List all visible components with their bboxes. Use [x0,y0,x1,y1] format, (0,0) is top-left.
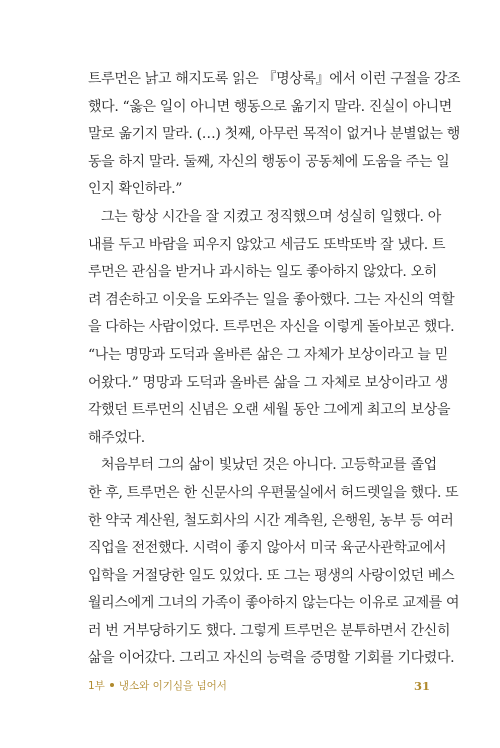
body-line: 직업을 전전했다. 시력이 좋지 않아서 미국 육군사관학교에서 [88,540,447,557]
body-line: 어왔다.” 명망과 도덕과 올바른 삶을 그 자체로 보상이라고 생 [88,374,448,391]
body-line: 한 후, 트루먼은 한 신문사의 우편물실에서 허드렛일을 했다. 또 [88,484,459,501]
part-label: 1부 [88,680,105,692]
body-line: 트루먼은 낡고 해지도록 읽은 『명상록』에서 이런 구절을 강조 [88,71,461,87]
body-line: 루먼은 관심을 받거나 과시하는 일도 좋아하지 않았다. 오히 [88,264,437,281]
body-line: 려 겸손하고 이웃을 도와주는 일을 좋아했다. 그는 자신의 역할 [88,291,455,308]
body-line: “나는 명망과 도덕과 올바른 삶은 그 자체가 보상이라고 늘 믿 [88,346,448,363]
body-line: 입학을 거절당한 일도 있었다. 또 그는 평생의 사랑이었던 베스 [88,567,455,584]
paragraph-first-line: 그는 항상 시간을 잘 지켰고 정직했으며 성실히 일했다. 아 [101,208,441,225]
page-number: 31 [413,679,430,693]
body-line: 한 약국 계산원, 철도회사의 시간 계측원, 은행원, 농부 등 여러 [88,512,454,529]
body-line: 동을 하지 말라. 둘째, 자신의 행동이 공동체에 도움을 주는 일 [88,153,450,170]
body-line: 월리스에게 그녀의 가족이 좋아하지 않는다는 이유로 교제를 여 [88,595,460,612]
bullet-separator-icon [110,683,114,687]
body-line: 해주었다. [88,429,145,446]
body-line: 삶을 이어갔다. 그리고 자신의 능력을 증명할 기회를 기다렸다. [88,650,455,667]
body-line: 각했던 트루먼의 신념은 오랜 세월 동안 그에게 최고의 보상을 [88,402,451,419]
body-line: 러 번 거부당하기도 했다. 그렇게 트루먼은 분투하면서 간신히 [88,622,451,639]
page-body-text [88,66,461,673]
body-line: 내를 두고 바람을 피우지 않았고 세금도 또박또박 잘 냈다. 트 [88,236,446,253]
section-title: 냉소와 이기심을 넘어서 [118,680,227,692]
page-footer [88,677,430,695]
paragraph-first-line: 처음부터 그의 삶이 빛났던 것은 아니다. 고등학교를 졸업 [101,457,437,474]
body-line: 했다. “옳은 일이 아니면 행동으로 옮기지 말라. 진실이 아니면 [88,98,452,115]
body-line: 말로 옮기지 말라. (…) 첫째, 아무런 목적이 없거나 분별없는 행 [88,126,460,143]
body-line: 을 다하는 사람이었다. 트루먼은 자신을 이렇게 돌아보곤 했다. [88,319,455,336]
running-footer [88,677,227,695]
body-line: 인지 확인하라.” [88,181,183,198]
